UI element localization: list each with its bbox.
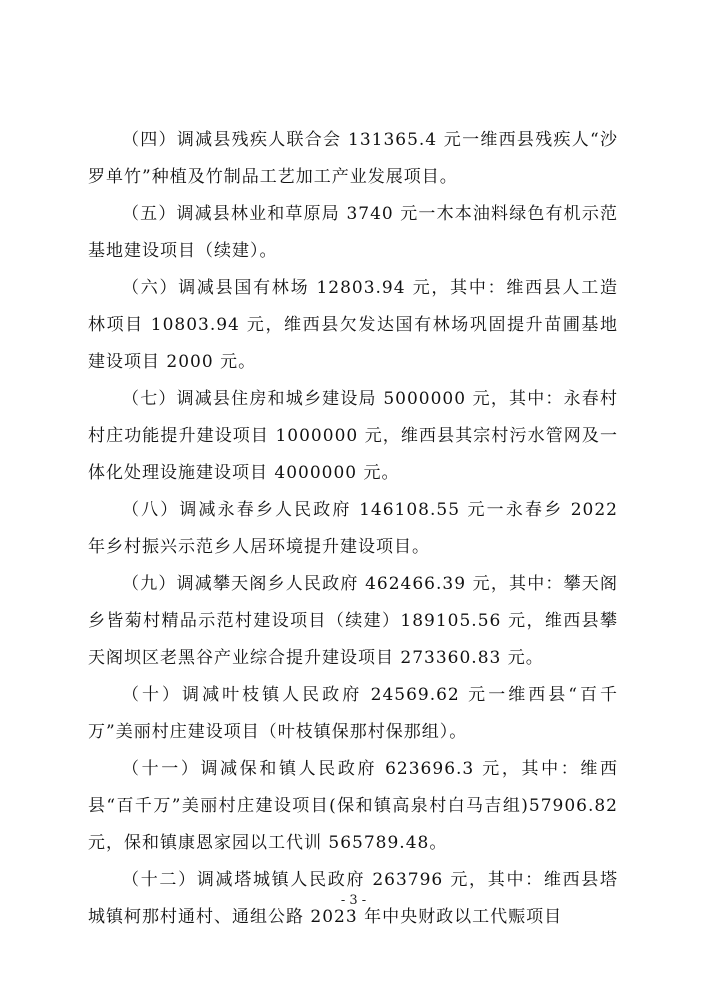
paragraph-9: （九）调减攀天阁乡人民政府 462466.39 元，其中：攀天阁乡皆菊村精品示范村建设项目（续建）189105.56 元，维西县攀天阁坝区老黑谷产业综合提升建设项目 273360.83 元。 bbox=[88, 574, 618, 668]
paragraph-6: （六）调减县国有林场 12803.94 元，其中：维西县人工造林项目 10803.94 元，维西县欠发达国有林场巩固提升苗圃基地建设项目 2000 元。 bbox=[88, 278, 618, 372]
paragraph-11: （十一）调减保和镇人民政府 623696.3 元，其中：维西县“百千万”美丽村庄建设项目(保和镇高泉村白马吉组)57906.82 元，保和镇康恩家园以工代训 565789.48。 bbox=[88, 759, 618, 853]
paragraph-10: （十）调减叶枝镇人民政府 24569.62 元一维西县“百千万”美丽村庄建设项目（叶枝镇保那村保那组）。 bbox=[88, 685, 618, 742]
paragraph-12: （十二）调减塔城镇人民政府 263796 元，其中：维西县塔城镇柯那村通村、通组公路 2023 年中央财政以工代赈项目 bbox=[88, 870, 618, 927]
paragraph-4: （四）调减县残疾人联合会 131365.4 元一维西县残疾人“沙罗单竹”种植及竹制品工艺加工产业发展项目。 bbox=[88, 130, 618, 187]
paragraph-7: （七）调减县住房和城乡建设局 5000000 元，其中：永春村村庄功能提升建设项目 1000000 元，维西县其宗村污水管网及一体化处理设施建设项目 4000000 元。 bbox=[88, 389, 618, 483]
page-number: - 3 - bbox=[340, 893, 367, 908]
document-body bbox=[88, 122, 618, 936]
paragraph-5: （五）调减县林业和草原局 3740 元一木本油料绿色有机示范基地建设项目（续建）。 bbox=[88, 204, 618, 261]
paragraph-8: （八）调减永春乡人民政府 146108.55 元一永春乡 2022 年乡村振兴示范乡人居环境提升建设项目。 bbox=[88, 500, 618, 557]
